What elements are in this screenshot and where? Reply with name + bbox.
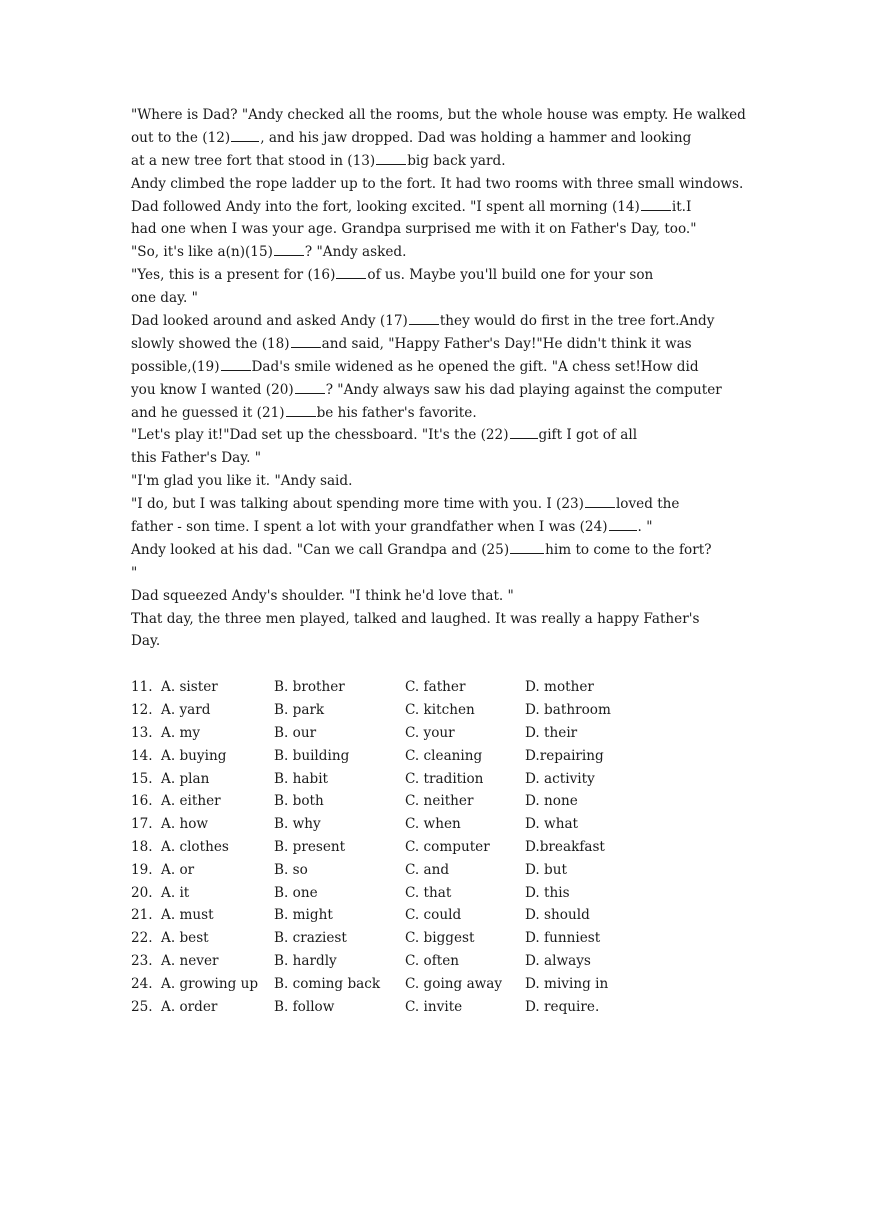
option-a: A. plan [161, 770, 210, 787]
option-b: B. why [274, 816, 321, 833]
passage-text: . " [637, 519, 653, 536]
question-row [131, 790, 739, 813]
option-d: D. miving in [525, 975, 609, 992]
option-c: C. your [405, 724, 455, 741]
option-d: D. activity [525, 770, 595, 787]
passage-text: ? "Andy asked. [304, 244, 407, 261]
question-number: 19. [131, 861, 153, 878]
passage-text: be his father's favorite. [316, 404, 477, 421]
passage-text: father - son time. I spent a lot with your grandfather when I was (24) [131, 519, 608, 536]
option-c: C. going away [405, 975, 503, 992]
option-d: D. mother [525, 679, 594, 696]
passage-text: Day. [131, 633, 161, 650]
passage-text: loved the [615, 496, 680, 513]
answer-blank [609, 516, 637, 531]
passage-line [131, 539, 739, 562]
option-b: B. one [274, 884, 318, 901]
option-a: A. sister [161, 679, 218, 696]
passage-line [131, 127, 739, 150]
option-c: C. neither [405, 793, 474, 810]
option-d: D. none [525, 793, 578, 810]
reading-passage [131, 104, 746, 653]
passage-line [131, 241, 739, 264]
passage-line [131, 333, 739, 356]
answer-blank [274, 241, 304, 256]
option-b: B. coming back [274, 975, 381, 992]
passage-text: ? "Andy always saw his dad playing against the computer [325, 381, 722, 398]
passage-text: it.I [671, 198, 692, 215]
option-d: D.breakfast [525, 838, 605, 855]
passage-line [131, 287, 739, 310]
option-c: C. and [405, 861, 450, 878]
answer-options [131, 676, 739, 1018]
question-number: 24. [131, 975, 153, 992]
passage-text: Dad's smile widened as he opened the gift. "A chess set!How did [251, 358, 699, 375]
option-a: A. my [161, 724, 201, 741]
passage-line [131, 104, 746, 127]
option-d: D. what [525, 816, 579, 833]
option-c: C. biggest [405, 930, 475, 947]
answer-blank [336, 264, 366, 279]
passage-line [131, 173, 744, 196]
question-row [131, 927, 739, 950]
question-row [131, 859, 739, 882]
question-number: 13. [131, 724, 153, 741]
passage-line [131, 196, 739, 219]
option-c: C. cleaning [405, 747, 483, 764]
option-d: D. their [525, 724, 578, 741]
option-b: B. habit [274, 770, 329, 787]
passage-text: had one when I was your age. Grandpa surprised me with it on Father's Day, too." [131, 221, 697, 238]
answer-blank [231, 127, 259, 142]
question-row [131, 699, 739, 722]
passage-text: "Let's play it!"Dad set up the chessboard. "It's the (22) [131, 427, 509, 444]
option-b: B. hardly [274, 952, 337, 969]
option-d: D. require. [525, 998, 600, 1015]
passage-text: out to the (12) [131, 129, 231, 146]
passage-text: "Where is Dad? "Andy checked all the rooms, but the whole house was empty. He walked [131, 107, 746, 123]
option-a: A. growing up [161, 975, 259, 992]
answer-blank [221, 356, 251, 371]
passage-line [131, 470, 739, 493]
question-row [131, 904, 739, 927]
option-b: B. present [274, 838, 346, 855]
passage-text: "I do, but I was talking about spending more time with you. I (23) [131, 496, 584, 513]
passage-text: this Father's Day. " [131, 450, 262, 467]
passage-text: , and his jaw dropped. Dad was holding a hammer and looking [260, 129, 692, 146]
document-page [131, 104, 746, 1018]
passage-text: "I'm glad you like it. "Andy said. [131, 473, 353, 490]
answer-blank [291, 333, 321, 348]
question-number: 12. [131, 702, 153, 719]
option-c: C. father [405, 679, 466, 696]
question-row [131, 996, 739, 1019]
question-number: 23. [131, 952, 153, 969]
passage-text: and said, "Happy Father's Day!"He didn't think it was [321, 335, 692, 352]
option-c: C. could [405, 907, 462, 924]
passage-text: him to come to the fort? [545, 541, 712, 558]
passage-text: " [131, 564, 138, 581]
option-b: B. park [274, 702, 325, 719]
option-b: B. might [274, 907, 333, 924]
option-c: C. invite [405, 998, 463, 1015]
passage-text: Dad squeezed Andy's shoulder. "I think he'd love that. " [131, 587, 514, 604]
option-a: A. how [161, 816, 209, 833]
question-number: 14. [131, 747, 153, 764]
option-b: B. our [274, 724, 317, 741]
question-row [131, 813, 739, 836]
option-d: D.repairing [525, 747, 604, 764]
passage-text: at a new tree fort that stood in (13) [131, 152, 376, 169]
passage-line [131, 516, 739, 539]
option-a: A. clothes [161, 838, 229, 855]
passage-text: big back yard. [407, 152, 506, 169]
question-row [131, 950, 739, 973]
option-d: D. bathroom [525, 702, 611, 719]
question-number: 16. [131, 793, 153, 810]
question-row [131, 676, 739, 699]
passage-text: of us. Maybe you'll build one for your son [367, 267, 654, 284]
answer-blank [376, 150, 406, 165]
answer-blank [510, 539, 544, 554]
passage-line [131, 379, 739, 402]
passage-line [131, 562, 739, 585]
section-gap [131, 653, 739, 676]
option-d: D. should [525, 907, 590, 924]
passage-line [131, 447, 739, 470]
answer-blank [409, 310, 439, 325]
passage-text: and he guessed it (21) [131, 404, 285, 421]
option-d: D. this [525, 884, 570, 901]
answer-blank [585, 493, 615, 508]
passage-text: they would do first in the tree fort.Andy [439, 313, 715, 330]
question-row [131, 882, 739, 905]
question-row [131, 973, 739, 996]
passage-line [131, 585, 739, 608]
option-c: C. computer [405, 838, 490, 855]
option-a: A. best [161, 930, 209, 947]
passage-line [131, 356, 739, 379]
option-b: B. so [274, 861, 308, 878]
question-row [131, 745, 739, 768]
passage-text: That day, the three men played, talked and laughed. It was really a happy Father's [131, 610, 700, 627]
passage-text: "Yes, this is a present for (16) [131, 267, 336, 284]
option-c: C. often [405, 952, 460, 969]
option-c: C. kitchen [405, 702, 475, 719]
option-a: A. or [161, 861, 195, 878]
question-row [131, 836, 739, 859]
passage-text: gift I got of all [538, 427, 638, 444]
option-c: C. when [405, 816, 461, 833]
passage-line [131, 493, 739, 516]
question-number: 21. [131, 907, 153, 924]
passage-text: Dad followed Andy into the fort, looking excited. "I spent all morning (14) [131, 198, 640, 215]
question-number: 18. [131, 838, 153, 855]
answer-blank [510, 424, 538, 439]
passage-text: Dad looked around and asked Andy (17) [131, 313, 408, 330]
option-b: B. brother [274, 679, 345, 696]
question-number: 22. [131, 930, 153, 947]
option-d: D. always [525, 952, 591, 969]
passage-text: "So, it's like a(n)(15) [131, 244, 273, 261]
option-a: A. buying [161, 747, 227, 764]
passage-line [131, 402, 739, 425]
passage-line [131, 218, 739, 241]
option-c: C. tradition [405, 770, 484, 787]
option-b: B. craziest [274, 930, 347, 947]
option-b: B. follow [274, 998, 335, 1015]
passage-line [131, 264, 739, 287]
passage-text: one day. " [131, 290, 198, 307]
option-a: A. order [161, 998, 218, 1015]
question-number: 20. [131, 884, 153, 901]
option-b: B. both [274, 793, 324, 810]
passage-line [131, 150, 739, 173]
passage-line [131, 424, 739, 447]
answer-blank [286, 402, 316, 417]
passage-text: Andy climbed the rope ladder up to the fort. It had two rooms with three small windows. [131, 175, 744, 192]
option-d: D. but [525, 861, 567, 878]
option-d: D. funniest [525, 930, 601, 947]
option-b: B. building [274, 747, 350, 764]
passage-line [131, 310, 739, 333]
option-a: A. it [161, 884, 190, 901]
question-number: 11. [131, 679, 153, 696]
question-row [131, 768, 739, 791]
question-row [131, 722, 739, 745]
question-number: 15. [131, 770, 153, 787]
option-a: A. either [161, 793, 221, 810]
passage-text: slowly showed the (18) [131, 335, 290, 352]
passage-line [131, 608, 739, 631]
option-a: A. yard [161, 702, 211, 719]
passage-text: possible,(19) [131, 358, 220, 375]
option-a: A. never [161, 952, 219, 969]
question-number: 25. [131, 998, 153, 1015]
answer-blank [295, 379, 325, 394]
option-a: A. must [161, 907, 214, 924]
passage-text: you know I wanted (20) [131, 381, 294, 398]
answer-blank [641, 196, 671, 211]
option-c: C. that [405, 884, 452, 901]
passage-text: Andy looked at his dad. "Can we call Grandpa and (25) [131, 541, 510, 558]
question-number: 17. [131, 816, 153, 833]
passage-line [131, 630, 739, 653]
